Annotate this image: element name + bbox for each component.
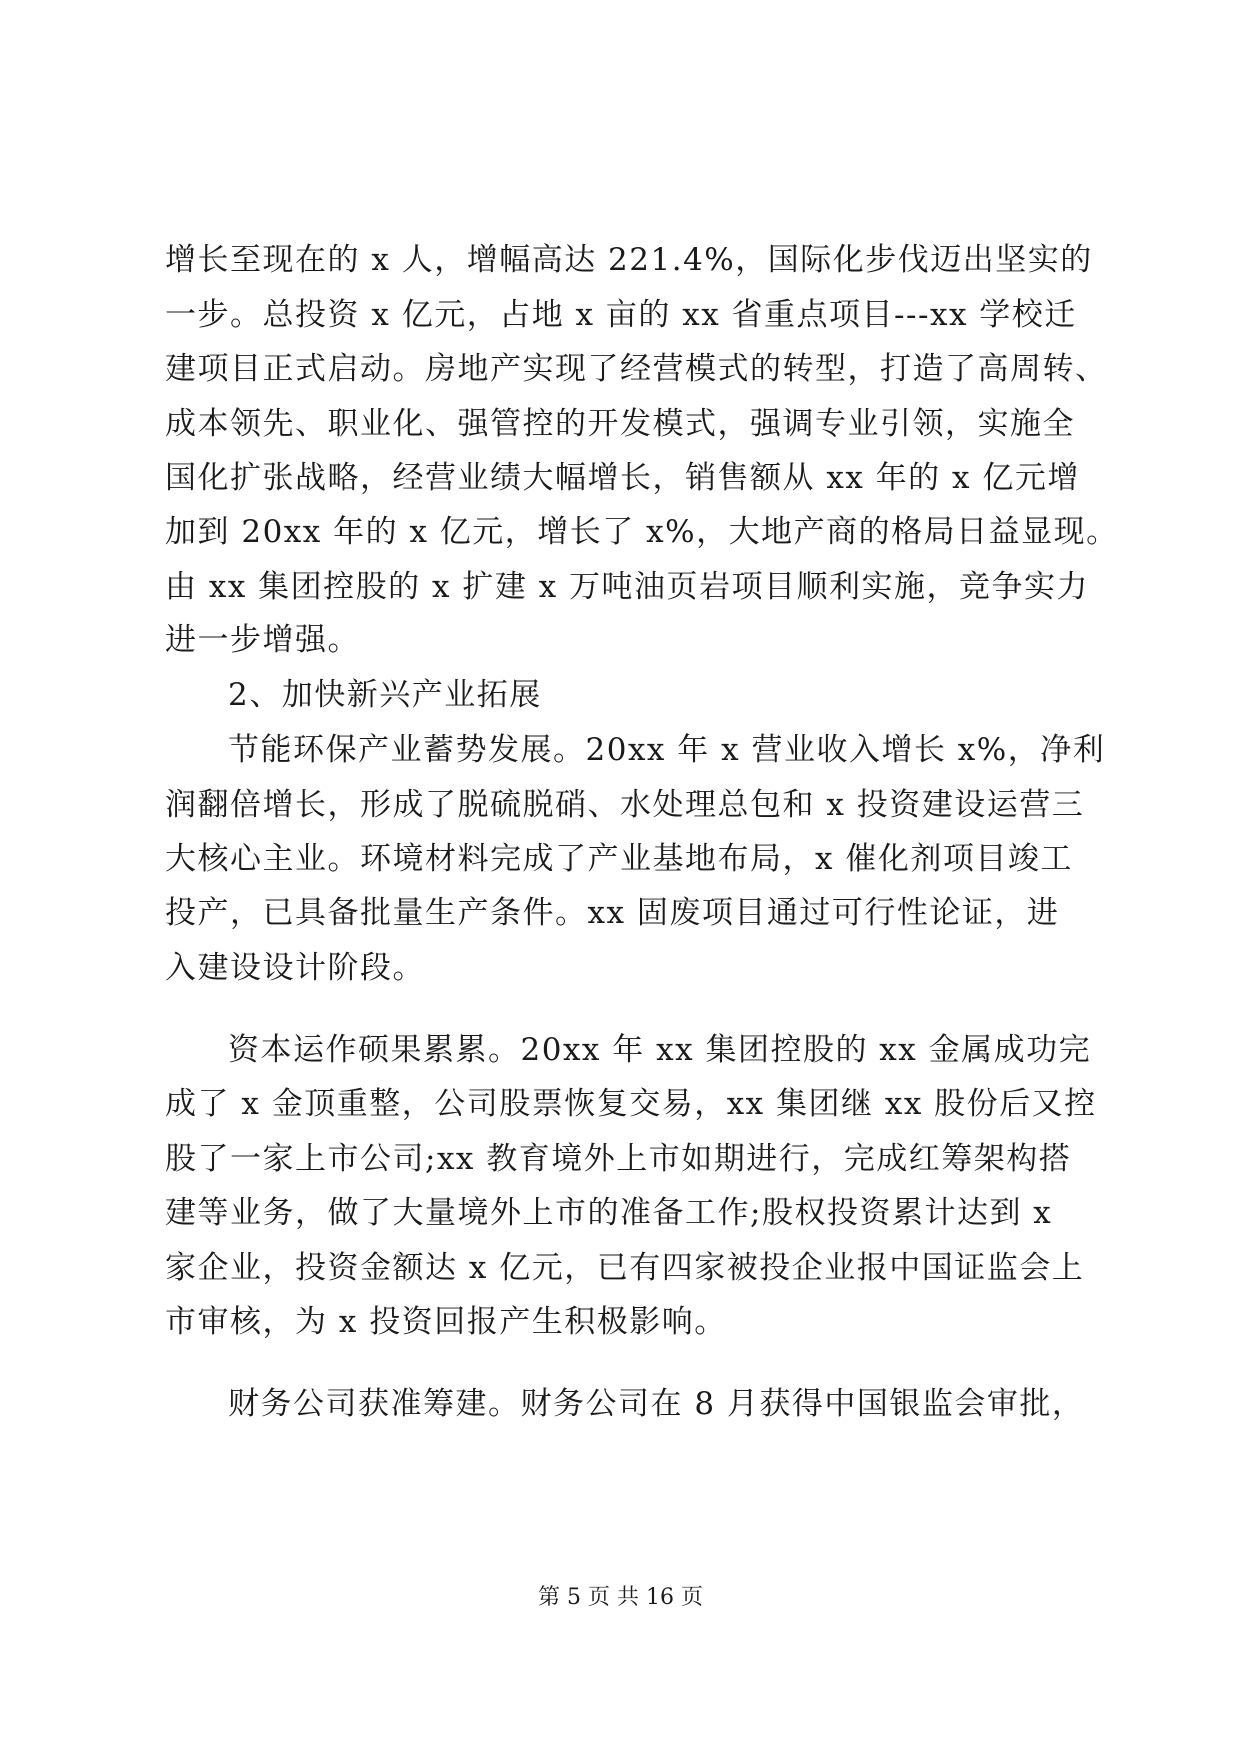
body-text-line: 成了 x 金顶重整，公司股票恢复交易，xx 集团继 xx 股份后又控 (165, 1086, 1097, 1122)
body-text-line: 股了一家上市公司;xx 教育境外上市如期进行，完成红筹架构搭 (165, 1141, 1072, 1177)
body-text-line: 增长至现在的 x 人，增幅高达 221.4%，国际化步伐迈出坚实的 (165, 242, 1093, 278)
body-text-line: 投产，已具备批量生产条件。xx 固废项目通过可行性论证，进 (165, 895, 1060, 931)
body-text-line: 财务公司获准筹建。财务公司在 8 月获得中国银监会审批， (228, 1386, 1085, 1422)
body-text-line: 加到 20xx 年的 x 亿元，增长了 x%，大地产商的格局日益显现。 (165, 514, 1119, 550)
body-text-line: 入建设设计阶段。 (165, 950, 425, 986)
body-text-line: 家企业，投资金额达 x 亿元，已有四家被投企业报中国证监会上 (165, 1250, 1085, 1286)
body-text-line: 建等业务，做了大量境外上市的准备工作;股权投资累计达到 x (165, 1195, 1053, 1231)
body-text-line: 进一步增强。 (165, 622, 360, 658)
body-text-line: 润翻倍增长，形成了脱硫脱硝、水处理总包和 x 投资建设运营三 (165, 787, 1085, 823)
body-text-line: 一步。总投资 x 亿元，占地 x 亩的 xx 省重点项目---xx 学校迁 (165, 297, 1077, 333)
body-text-line: 由 xx 集团控股的 x 扩建 x 万吨油页岩项目顺利实施，竞争实力 (165, 569, 1090, 605)
body-text-line: 节能环保产业蓄势发展。20xx 年 x 营业收入增长 x%，净利 (228, 732, 1106, 768)
body-text-line: 国化扩张战略，经营业绩大幅增长，销售额从 xx 年的 x 亿元增 (165, 460, 1080, 496)
body-text-line: 市审核，为 x 投资回报产生积极影响。 (165, 1304, 727, 1340)
section-heading: 2、加快新兴产业拓展 (228, 677, 542, 713)
body-text-line: 建项目正式启动。房地产实现了经营模式的转型，打造了高周转、 (165, 351, 1108, 387)
body-text-line: 成本领先、职业化、强管控的开发模式，强调专业引领，实施全 (165, 406, 1075, 442)
body-text-line: 大核心主业。环境材料完成了产业基地布局，x 催化剂项目竣工 (165, 841, 1073, 877)
body-text-line: 资本运作硕果累累。20xx 年 xx 集团控股的 xx 金属成功完 (228, 1032, 1092, 1068)
page-number-footer: 第 5 页 共 16 页 (538, 1585, 703, 1610)
